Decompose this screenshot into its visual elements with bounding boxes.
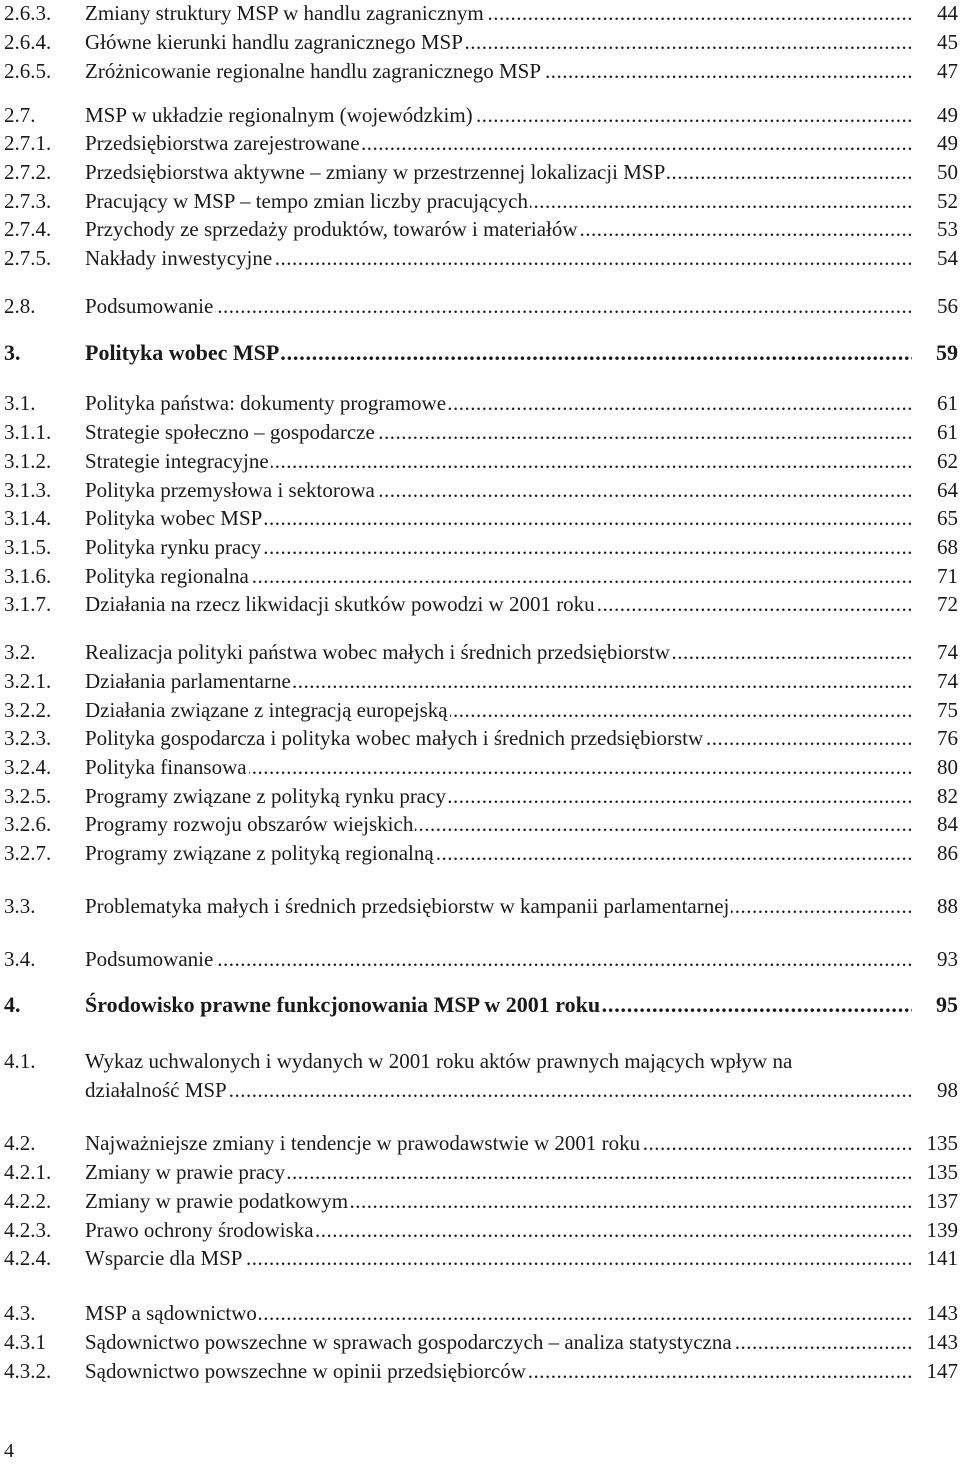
toc-entry[interactable] (0, 893, 960, 923)
toc-entry-page: 98 (937, 1078, 958, 1102)
toc-entry[interactable] (0, 1159, 960, 1189)
toc-entry-title (85, 1077, 912, 1103)
toc-entry[interactable] (0, 992, 960, 1022)
toc-entry-number: 3.1.4. (4, 506, 52, 530)
toc-entry-page: 147 (926, 1359, 958, 1383)
toc-entry-title (85, 390, 912, 416)
toc-entry-page: 52 (937, 189, 958, 213)
toc-entry-title-text: Programy związane z polityką regionalną (85, 841, 434, 865)
toc-entry-title-text: Polityka gospodarcza i polityka wobec małych i średnich przedsiębiorstw (85, 726, 704, 750)
toc-entry-title (85, 505, 912, 531)
toc-entry-title-text: Programy rozwoju obszarów wiejskich (85, 812, 414, 836)
toc-entry-title-text: Działania parlamentarne (85, 669, 291, 693)
toc-entry-title (85, 992, 912, 1018)
toc-entry-title (85, 591, 912, 617)
toc-entry-title (85, 639, 912, 665)
toc-entry-title-text: Sądownictwo powszechne w opinii przedsiębiorców (85, 1359, 526, 1383)
toc-entry[interactable] (0, 1300, 960, 1330)
toc-entry-number: 3.2.2. (4, 698, 52, 722)
toc-entry-number: 3.2.1. (4, 669, 52, 693)
toc-entry[interactable] (0, 340, 960, 370)
toc-entry-title-line1: Wykaz uchwalonych i wydanych w 2001 roku aktów prawnych mających wpływ na (85, 1049, 793, 1073)
toc-entry-title-text: Polityka przemysłowa i sektorowa (85, 478, 375, 502)
toc-entry[interactable] (0, 102, 960, 132)
toc-entry-page: 44 (937, 1, 958, 25)
toc-entry[interactable] (0, 58, 960, 88)
toc-entry-page: 47 (937, 59, 958, 83)
toc-entry-title (85, 188, 912, 214)
toc-entry-number: 3.1.3. (4, 478, 52, 502)
toc-entry-title (85, 668, 912, 694)
toc-entry-page: 135 (926, 1160, 958, 1184)
toc-entry-title (85, 946, 912, 972)
toc-entry-number: 4.2.1. (4, 1160, 52, 1184)
toc-entry[interactable] (0, 725, 960, 755)
toc-entry-title-text: Główne kierunki handlu zagranicznego MSP (85, 30, 463, 54)
toc-entry-page: 84 (937, 812, 958, 836)
toc-entry-title-text: Strategie społeczno – gospodarcze (85, 420, 375, 444)
toc-entry[interactable] (0, 783, 960, 813)
toc-entry-title (85, 29, 912, 55)
toc-entry[interactable] (0, 477, 960, 507)
toc-entry-number: 3.1. (4, 391, 36, 415)
toc-entry[interactable] (0, 1217, 960, 1247)
toc-entry-number: 2.7. (4, 103, 36, 127)
toc-entry-title (85, 0, 912, 26)
toc-entry-page: 50 (937, 160, 958, 184)
toc-entry-page: 76 (937, 726, 958, 750)
toc-entry-number: 2.6.5. (4, 59, 52, 83)
toc-entry-title-text: Programy związane z polityką rynku pracy (85, 784, 446, 808)
toc-entry-title-text: Najważniejsze zmiany i tendencje w prawodawstwie w 2001 roku (85, 1131, 641, 1155)
toc-entry-title (85, 245, 912, 271)
toc-entry-number: 3.1.1. (4, 420, 52, 444)
toc-entry-title-text: Polityka wobec MSP (85, 340, 280, 365)
toc-entry-title-text: Przedsiębiorstwa aktywne – zmiany w przestrzennej lokalizacji MSP (85, 160, 666, 184)
toc-entry-number: 4.3.1 (4, 1330, 46, 1354)
toc-entry-number: 3.1.2. (4, 449, 52, 473)
toc-entry-title (85, 811, 912, 837)
toc-entry-title (85, 1130, 912, 1156)
toc-entry[interactable] (0, 448, 960, 478)
toc-entry-number: 2.7.3. (4, 189, 52, 213)
toc-entry-title-text: Problematyka małych i średnich przedsiębiorstw w kampanii parlamentarnej (85, 894, 730, 918)
footer-page-number: 4 (4, 1440, 14, 1462)
toc-entry[interactable] (0, 668, 960, 698)
toc-entry-page: 86 (937, 841, 958, 865)
toc-entry[interactable] (0, 216, 960, 246)
toc-entry-title (85, 102, 912, 128)
toc-entry-page: 53 (937, 217, 958, 241)
toc-entry[interactable] (0, 639, 960, 669)
toc-entry-title (85, 1300, 912, 1326)
toc-entry-page: 95 (936, 992, 958, 1017)
toc-entry-title-text: Sądownictwo powszechne w sprawach gospodarczych – analiza statystyczna (85, 1330, 732, 1354)
toc-entry-title (85, 477, 912, 503)
toc-entry-title (85, 216, 912, 242)
toc-entry[interactable] (0, 697, 960, 727)
toc-entry[interactable] (0, 505, 960, 535)
toc-entry-page: 65 (937, 506, 958, 530)
toc-entry-number: 3.2.6. (4, 812, 52, 836)
toc-entry-page: 82 (937, 784, 958, 808)
toc-entry-page: 59 (936, 340, 958, 365)
toc-entry-title (85, 840, 912, 866)
toc-entry-number: 2.6.3. (4, 1, 52, 25)
toc-entry-title (85, 159, 912, 185)
toc-entry-title-text: Podsumowanie (85, 294, 214, 318)
toc-entry-title-text: Przychody ze sprzedaży produktów, towarów i materiałów (85, 217, 578, 241)
toc-entry-page: 61 (937, 391, 958, 415)
toc-entry-title (85, 419, 912, 445)
toc-entry-page: 137 (926, 1189, 958, 1213)
toc-entry-title-text: Środowisko prawne funkcjonowania MSP w 2001 roku (85, 992, 601, 1017)
toc-entry-title (85, 783, 912, 809)
toc-entry-title-text: Polityka państwa: dokumenty programowe (85, 391, 447, 415)
toc-entry-number: 2.6.4. (4, 30, 52, 54)
toc-entry-title-text: Zróżnicowanie regionalne handlu zagranicznego MSP (85, 59, 542, 83)
toc-entry-page: 71 (937, 564, 958, 588)
toc-entry[interactable] (0, 29, 960, 59)
toc-entry-title-text: Przedsiębiorstwa zarejestrowane (85, 131, 360, 155)
toc-entry[interactable] (0, 1188, 960, 1218)
toc-entry[interactable] (0, 840, 960, 870)
toc-entry-page: 62 (937, 449, 958, 473)
toc-entry-title-text: Strategie integracyjne (85, 449, 269, 473)
toc-entry-title (85, 697, 912, 723)
toc-entry-page: 72 (937, 592, 958, 616)
toc-entry-title-text: Pracujący w MSP – tempo zmian liczby pracujących (85, 189, 528, 213)
toc-entry-page: 80 (937, 755, 958, 779)
toc-entry-page: 139 (926, 1218, 958, 1242)
toc-entry-page: 135 (926, 1131, 958, 1155)
toc-entry-title-text: Podsumowanie (85, 947, 214, 971)
toc-entry-title (85, 893, 912, 919)
toc-entry-title (85, 58, 912, 84)
toc-entry[interactable] (0, 0, 960, 30)
toc-entry-number: 4.2.4. (4, 1246, 52, 1270)
toc-entry-title-text: MSP a sądownictwo (85, 1301, 257, 1325)
toc-entry-number: 3.1.7. (4, 592, 52, 616)
toc-entry-number: 3.4. (4, 947, 36, 971)
toc-entry-page: 54 (937, 246, 958, 270)
toc-entry-title-text: Realizacja polityki państwa wobec małych i średnich przedsiębiorstw (85, 640, 670, 664)
toc-entry[interactable] (0, 591, 960, 621)
toc-entry[interactable] (0, 390, 960, 420)
toc-entry-page: 143 (926, 1330, 958, 1354)
toc-entry-title-text: Działania związane z integracją europejską (85, 698, 448, 722)
toc-entry-title (85, 293, 912, 319)
toc-entry-page: 49 (937, 131, 958, 155)
toc-entry-title (85, 754, 912, 780)
toc-entry-number: 3.1.6. (4, 564, 52, 588)
toc-entry-title-text: Zmiany w prawie podatkowym (85, 1189, 349, 1213)
toc-entry[interactable] (0, 1048, 960, 1108)
toc-entry-page: 49 (937, 103, 958, 127)
toc-entry-title-text: Polityka rynku pracy (85, 535, 262, 559)
toc-entry-number: 3.1.5. (4, 535, 52, 559)
toc-entry-number: 3.2.5. (4, 784, 52, 808)
toc-entry-title (85, 448, 912, 474)
toc-entry-number: 4.3.2. (4, 1359, 52, 1383)
toc-entry-page: 64 (937, 478, 958, 502)
toc-entry[interactable] (0, 534, 960, 564)
toc-entry-title (85, 1358, 912, 1384)
toc-entry-page: 88 (937, 894, 958, 918)
toc-entry-number: 2.7.2. (4, 160, 52, 184)
toc-entry-number: 2.7.4. (4, 217, 52, 241)
toc-entry-title-text: Zmiany w prawie pracy (85, 1160, 286, 1184)
toc-entry-page: 61 (937, 420, 958, 444)
toc-entry-number: 4.3. (4, 1301, 36, 1325)
toc-entry[interactable] (0, 159, 960, 189)
toc-entry-number: 2.8. (4, 294, 36, 318)
toc-entry-number: 4.1. (4, 1049, 36, 1073)
toc-entry-number: 2.7.5. (4, 246, 52, 270)
toc-entry[interactable] (0, 1358, 960, 1388)
toc-entry-title (85, 534, 912, 560)
toc-entry[interactable] (0, 946, 960, 976)
toc-entry[interactable] (0, 1130, 960, 1160)
toc-entry-title (85, 1188, 912, 1214)
toc-entry[interactable] (0, 293, 960, 323)
toc-entry-title-text: Polityka wobec MSP (85, 506, 263, 530)
toc-entry-title-text: Polityka finansowa (85, 755, 247, 779)
toc-entry-title-text: Nakłady inwestycyjne (85, 246, 273, 270)
toc-entry[interactable] (0, 188, 960, 218)
toc-entry-number: 3.2.4. (4, 755, 52, 779)
toc-entry-number: 3.3. (4, 894, 36, 918)
toc-entry-page: 74 (937, 669, 958, 693)
toc-entry[interactable] (0, 811, 960, 841)
toc-entry-number: 3.2. (4, 640, 36, 664)
toc-entry-title (85, 340, 912, 366)
toc-entry[interactable] (0, 245, 960, 275)
toc-entry-number: 2.7.1. (4, 131, 52, 155)
toc-entry-number: 4.2.3. (4, 1218, 52, 1242)
toc-entry-title (85, 563, 912, 589)
toc-entry[interactable] (0, 754, 960, 784)
toc-entry[interactable] (0, 1245, 960, 1275)
toc-entry-title-text: Prawo ochrony środowiska (85, 1218, 314, 1242)
toc-entry-page: 68 (937, 535, 958, 559)
toc-entry-title-text: Polityka regionalna (85, 564, 249, 588)
toc-entry-title-text: działalność MSP (85, 1078, 227, 1102)
toc-entry[interactable] (0, 130, 960, 160)
toc-entry[interactable] (0, 1329, 960, 1359)
toc-entry-title-text: Wsparcie dla MSP (85, 1246, 243, 1270)
toc-entry-page: 93 (937, 947, 958, 971)
toc-entry-title (85, 1329, 912, 1355)
toc-entry-page: 141 (926, 1246, 958, 1270)
toc-entry[interactable] (0, 419, 960, 449)
toc-entry[interactable] (0, 563, 960, 593)
toc-entry-title-text: Działania na rzecz likwidacji skutków powodzi w 2001 roku (85, 592, 595, 616)
toc-entry-number: 4. (4, 992, 21, 1017)
toc-entry-title-text: MSP w układzie regionalnym (wojewódzkim) (85, 103, 473, 127)
toc-entry-title (85, 130, 912, 156)
toc-entry-page: 75 (937, 698, 958, 722)
toc-entry-title-text: Zmiany struktury MSP w handlu zagranicznym (85, 1, 484, 25)
toc-entry-number: 4.2.2. (4, 1189, 52, 1213)
toc-entry-number: 3. (4, 340, 21, 365)
toc-entry-page: 143 (926, 1301, 958, 1325)
toc-entry-title (85, 1217, 912, 1243)
toc-entry-page: 56 (937, 294, 958, 318)
toc-entry-title (85, 1159, 912, 1185)
toc-entry-number: 4.2. (4, 1131, 36, 1155)
toc-entry-page: 74 (937, 640, 958, 664)
toc-entry-number: 3.2.7. (4, 841, 52, 865)
toc-entry-page: 45 (937, 30, 958, 54)
toc-entry-number: 3.2.3. (4, 726, 52, 750)
toc-entry-title (85, 725, 912, 751)
toc-entry-title (85, 1245, 912, 1271)
